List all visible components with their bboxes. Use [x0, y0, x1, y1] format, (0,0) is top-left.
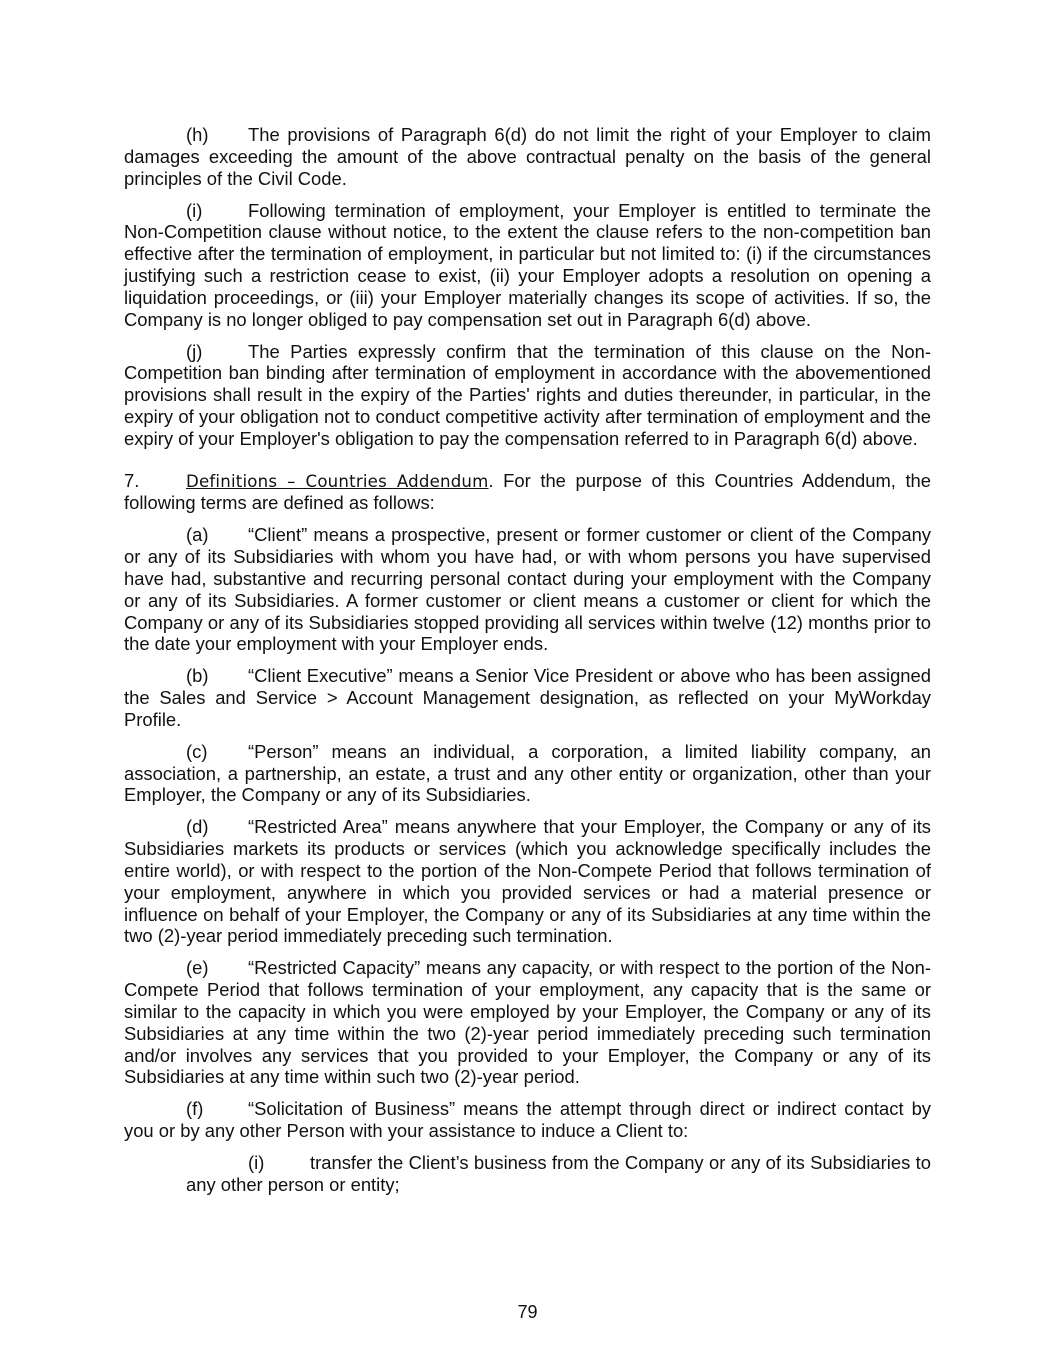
section-intro: . For the purpose of this Countries Addendum, the following terms are defined as follows:	[124, 469, 932, 514]
definition-text: “Restricted Area” means anywhere that your Employer, the Company or any of its Subsidiaries markets its products or services (which you acknowledge specifically includes the entire world), or with respect to the portion of the Non-Compete Period that follows termination of your employment, anywhere in which you provided services or had a material presence or influence on behalf of your Employer, the Company or any of its Subsidiaries at any time within the two (2)-year period immediately preceding such termination.	[124, 816, 931, 947]
definition-b	[124, 665, 931, 730]
paragraph-label: (i)	[186, 199, 203, 221]
definition-label: (b)	[186, 665, 209, 687]
paragraph-text: The Parties expressly confirm that the termination of this clause on the Non-Competition ban binding after termination of employment in accordance with the abovementioned provisions shall result in the expiry of the Parties' rights and duties thereunder, in particular, in the expiry of your obligation not to conduct competitive activity after termination of employment and the expiry of your Employer's obligation to pay the compensation referred to in Paragraph 6(d) above.	[124, 340, 931, 449]
definition-text: “Solicitation of Business” means the attempt through direct or indirect contact by you or by any other Person with your assistance to induce a Client to:	[124, 1098, 931, 1142]
definition-a	[124, 524, 931, 655]
paragraph-text: Following termination of employment, your Employer is entitled to terminate the Non-Competition clause without notice, to the extent the clause refers to the non-competition ban effective after the termination of employment, in particular but not limited to: (i) if the circumstances justifying such a restriction cease to exist, (ii) your Employer adopts a resolution on opening a liquidation proceedings, or (iii) your Employer materially changes its scope of activities. If so, the Company is no longer obliged to pay compensation set out in Paragraph 6(d) above.	[124, 199, 931, 330]
section-heading: Definitions – Countries Addendum	[186, 471, 489, 491]
definition-e	[124, 957, 931, 1088]
definition-f	[124, 1098, 931, 1142]
definition-label: (d)	[186, 816, 209, 838]
section-7	[124, 470, 931, 515]
definition-label: (c)	[186, 740, 208, 762]
paragraph-j	[124, 341, 931, 450]
definition-label: (a)	[186, 524, 209, 546]
definition-label: (e)	[186, 957, 209, 979]
paragraph-h	[124, 124, 931, 189]
paragraph-i	[124, 200, 931, 331]
definition-f-subitem-i	[186, 1152, 931, 1196]
paragraph-label: (j)	[186, 340, 203, 362]
page-number: 79	[517, 1302, 538, 1322]
paragraph-label: (h)	[186, 124, 209, 145]
subitem-label: (i)	[248, 1152, 265, 1174]
definition-d	[124, 816, 931, 947]
paragraph-text: The provisions of Paragraph 6(d) do not limit the right of your Employer to claim damages exceeding the amount of the above contractual penalty on the basis of the general principles of the Civil Code.	[124, 124, 931, 189]
definition-text: “Restricted Capacity” means any capacity, or with respect to the portion of the Non-Compete Period that follows termination of your employment, any capacity that is the same or similar to the capacity in which you were employed by your Employer, the Company or any of its Subsidiaries at any time within the two (2)-year period immediately preceding such termination and/or involves any services that you provided to your Employer, the Company or any of its Subsidiaries at any time within such two (2)-year period.	[124, 957, 931, 1088]
definition-text: “Person” means an individual, a corporation, a limited liability company, an association, a partnership, an estate, a trust and any other entity or organization, other than your Employer, the Company or any of its Subsidiaries.	[124, 740, 931, 806]
definition-label: (f)	[186, 1098, 204, 1120]
definition-text: “Client” means a prospective, present or former customer or client of the Company or any of its Subsidiaries with whom you have had, or with whom persons you have supervised have had, substantive and recurring personal contact during your employment with the Company or any of its Subsidiaries. A former customer or client means a customer or client for which the Company or any of its Subsidiaries stopped providing all services within twelve (12) months prior to the date your employment with your Employer ends.	[124, 524, 931, 655]
definition-c	[124, 741, 931, 806]
section-number: 7.	[124, 469, 140, 491]
document-body	[124, 124, 931, 1206]
definition-text: “Client Executive” means a Senior Vice President or above who has been assigned the Sales and Service > Account Management designation, as reflected on your MyWorkday Profile.	[124, 665, 931, 730]
subitem-text: transfer the Client’s business from the Company or any of its Subsidiaries to any other person or entity;	[186, 1152, 931, 1195]
